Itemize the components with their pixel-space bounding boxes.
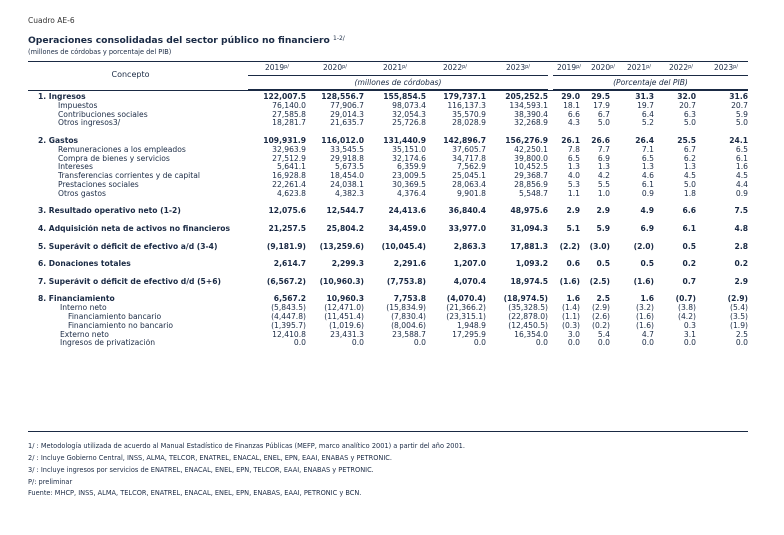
year-header-pct-2020: $2020^{p/}$ xyxy=(591,63,615,72)
cell-abs: (21,366.2) xyxy=(446,303,486,313)
cell-pct: 1.6 xyxy=(640,294,654,304)
cell-pct: 29.5 xyxy=(591,92,610,101)
year-header-pct-2022: $2022^{p/}$ xyxy=(669,63,693,72)
cell-pct: 19.7 xyxy=(637,100,654,110)
table-row xyxy=(28,339,748,348)
cell-abs: 134,593.1 xyxy=(509,100,548,110)
cell-abs: (1,019.6) xyxy=(329,320,364,330)
cell-abs: 36,840.4 xyxy=(448,206,486,216)
cell-abs: (13,259.6) xyxy=(319,241,364,251)
cell-pct: 1.1 xyxy=(567,188,580,198)
cell-abs: 32,963.9 xyxy=(272,144,306,154)
cell-pct: (2.9) xyxy=(727,294,748,304)
cell-pct: 6.5 xyxy=(641,153,654,163)
cell-pct: (4.2) xyxy=(677,311,696,321)
cell-pct: 0.5 xyxy=(682,241,696,251)
cell-pct: 6.7 xyxy=(683,144,696,154)
cell-abs: (35,328.5) xyxy=(508,303,548,313)
cell-abs: 12,075.6 xyxy=(268,206,306,216)
cell-pct: 2.8 xyxy=(734,241,748,251)
cell-abs: 1,207.0 xyxy=(453,259,486,269)
cell-abs: (1,395.7) xyxy=(271,320,306,330)
table-title: Operaciones consolidadas del sector público no financiero $^{1-2/}$ xyxy=(28,35,345,46)
cell-abs: (7,830.4) xyxy=(391,311,426,321)
cell-pct: 6.5 xyxy=(567,153,580,163)
notes-rule xyxy=(28,431,748,432)
cell-abs: 24,038.1 xyxy=(330,179,364,189)
cell-abs: 7,562.9 xyxy=(457,162,486,172)
cell-pct: (1.9) xyxy=(729,320,748,330)
cell-abs: (23,315.1) xyxy=(446,311,486,321)
cell-abs: 23,009.5 xyxy=(392,171,426,181)
row-label: Intereses xyxy=(58,163,93,172)
cell-abs: (5,843.5) xyxy=(271,303,306,313)
cell-pct: 31.3 xyxy=(635,92,654,101)
cell-abs: 22,261.4 xyxy=(272,179,306,189)
cell-pct: 0.0 xyxy=(641,338,654,348)
cell-pct: 6.6 xyxy=(682,206,696,216)
cell-pct: 2.9 xyxy=(566,206,580,216)
cell-pct: 7.7 xyxy=(597,144,610,154)
table-row xyxy=(28,243,748,252)
cell-abs: 18,974.5 xyxy=(510,276,548,286)
cell-pct: 4.4 xyxy=(735,179,748,189)
table-row xyxy=(28,146,748,155)
cell-abs: (11,451.4) xyxy=(324,311,364,321)
cell-abs: 7,753.8 xyxy=(393,294,426,304)
table-row xyxy=(28,278,748,287)
data-table xyxy=(28,93,748,348)
cell-abs: 25,726.8 xyxy=(392,118,426,128)
cell-abs: 2,863.3 xyxy=(453,241,486,251)
cell-pct: (1.6) xyxy=(635,311,654,321)
table-row xyxy=(28,163,748,172)
table-row xyxy=(28,119,748,128)
footnote-3: 3/ : Incluye ingresos por servicios de ENATREL, ENACAL, ENEL, EPN, TELCOR, EAAI, ENABAS y PETRONIC. xyxy=(28,466,374,474)
cell-abs: (7,753.8) xyxy=(386,276,426,286)
cell-abs: (6,567.2) xyxy=(266,276,306,286)
cell-pct: 24.1 xyxy=(729,135,748,145)
table-row xyxy=(28,137,748,146)
row-label: Compra de bienes y servicios xyxy=(58,154,170,163)
cell-pct: 7.1 xyxy=(641,144,654,154)
cell-pct: 31.6 xyxy=(729,92,748,101)
cell-pct: (3.5) xyxy=(729,311,748,321)
cell-pct: 5.3 xyxy=(567,179,580,189)
row-label: Prestaciones sociales xyxy=(58,180,139,189)
cell-pct: 1.3 xyxy=(641,162,654,172)
cell-abs: 4,376.4 xyxy=(397,188,426,198)
cell-abs: 33,545.5 xyxy=(330,144,364,154)
cell-abs: 156,276.9 xyxy=(505,135,548,145)
cell-pct: 4.5 xyxy=(683,171,696,181)
cell-abs: 29,918.8 xyxy=(330,153,364,163)
cell-abs: (12,450.5) xyxy=(508,320,548,330)
cell-pct: 26.4 xyxy=(635,135,654,145)
cell-pct: (2.9) xyxy=(591,303,610,313)
cell-pct: 0.0 xyxy=(567,338,580,348)
cell-abs: 37,605.7 xyxy=(452,144,486,154)
cell-abs: 24,413.6 xyxy=(388,206,426,216)
footnote-1: 1/ : Metodología utilizada de acuerdo al Manual Estadístico de Finanzas Públicas (MEFP, marco analítico 2001) a partir del año 2001. xyxy=(28,442,465,450)
cell-abs: 48,975.6 xyxy=(510,206,548,216)
cell-abs: (18,974.5) xyxy=(503,294,548,304)
cell-abs: 116,012.0 xyxy=(321,135,364,145)
cell-pct: 6.1 xyxy=(735,153,748,163)
cell-pct: 6.6 xyxy=(567,109,580,119)
spacer-row xyxy=(28,287,748,296)
table-row xyxy=(28,155,748,164)
cell-abs: 16,354.0 xyxy=(514,329,548,339)
year-header-pct-2023: $2023^{p/}$ xyxy=(714,63,738,72)
cell-abs: 4,070.4 xyxy=(453,276,486,286)
cell-pct: 0.9 xyxy=(735,188,748,198)
cell-abs: 21,635.7 xyxy=(330,118,364,128)
table-row xyxy=(28,225,748,234)
row-label: 6. Donaciones totales xyxy=(38,260,131,269)
cell-abs: 76,140.0 xyxy=(272,100,306,110)
cell-pct: 5.0 xyxy=(683,179,696,189)
cell-abs: 12,410.8 xyxy=(272,329,306,339)
cell-abs: 128,556.7 xyxy=(321,92,364,101)
cell-abs: 28,063.4 xyxy=(452,179,486,189)
cell-pct: 2.5 xyxy=(735,329,748,339)
table-row xyxy=(28,172,748,181)
cell-pct: (3.8) xyxy=(677,303,696,313)
cell-pct: (1.1) xyxy=(561,311,580,321)
cell-pct: 1.3 xyxy=(597,162,610,172)
cell-pct: 0.0 xyxy=(597,338,610,348)
cell-abs: 32,268.9 xyxy=(514,118,548,128)
cell-pct: 0.3 xyxy=(683,320,696,330)
cell-abs: (15,834.9) xyxy=(386,303,426,313)
table-row xyxy=(28,260,748,269)
cell-abs: 18,454.0 xyxy=(330,171,364,181)
cell-abs: 109,931.9 xyxy=(263,135,306,145)
table-number: Cuadro AE-6 xyxy=(28,16,75,25)
row-label: 5. Superávit o déficit de efectivo a/d (3-4) xyxy=(38,242,218,251)
cell-abs: 1,093.2 xyxy=(515,259,548,269)
cell-abs: 17,295.9 xyxy=(452,329,486,339)
year-header-pct-2021: $2021^{p/}$ xyxy=(627,63,651,72)
cell-abs: 116,137.3 xyxy=(447,100,486,110)
cell-pct: (5.4) xyxy=(729,303,748,313)
row-label: Externo neto xyxy=(60,330,109,339)
unit-label-abs: (millones de córdobas) xyxy=(354,78,442,87)
cell-pct: (2.5) xyxy=(589,276,610,286)
cell-pct: 26.6 xyxy=(591,135,610,145)
cell-abs: 39,800.0 xyxy=(514,153,548,163)
cell-pct: 1.3 xyxy=(683,162,696,172)
row-label: Transferencias corrientes y de capital xyxy=(58,172,201,181)
cell-abs: 2,614.7 xyxy=(273,259,306,269)
table-row xyxy=(28,207,748,216)
cell-pct: 29.0 xyxy=(561,92,580,101)
cell-pct: 3.0 xyxy=(567,329,580,339)
cell-pct: 4.3 xyxy=(567,118,580,128)
cell-abs: 38,390.4 xyxy=(514,109,548,119)
cell-abs: (10,045.4) xyxy=(381,241,426,251)
cell-abs: 23,588.7 xyxy=(392,329,426,339)
cell-abs: 35,151.0 xyxy=(392,144,426,154)
cell-pct: (0.3) xyxy=(561,320,580,330)
cell-abs: 179,737.1 xyxy=(443,92,486,101)
cell-abs: 2,291.6 xyxy=(393,259,426,269)
cell-abs: 34,459.0 xyxy=(388,223,426,233)
cell-pct: 25.5 xyxy=(677,135,696,145)
cell-pct: 5.0 xyxy=(683,118,696,128)
cell-pct: 4.8 xyxy=(734,223,748,233)
cell-abs: 0.0 xyxy=(535,338,548,348)
table-row xyxy=(28,181,748,190)
cell-pct: 0.7 xyxy=(682,276,696,286)
cell-abs: 9,901.8 xyxy=(457,188,486,198)
cell-pct: 0.5 xyxy=(640,259,654,269)
cell-pct: 26.1 xyxy=(561,135,580,145)
year-header-abs-2021: $2021^{p/}$ xyxy=(383,63,407,72)
cell-abs: 4,623.8 xyxy=(277,188,306,198)
year-header-abs-2023: $2023^{p/}$ xyxy=(506,63,530,72)
cell-pct: 7.5 xyxy=(734,206,748,216)
cell-pct: 17.9 xyxy=(593,100,610,110)
cell-pct: (3.2) xyxy=(635,303,654,313)
cell-abs: (8,004.6) xyxy=(391,320,426,330)
cell-abs: 205,252.5 xyxy=(505,92,548,101)
cell-pct: (2.0) xyxy=(633,241,654,251)
cell-abs: 4,382.3 xyxy=(335,188,364,198)
row-label: Otros ingresos3/ xyxy=(58,119,121,128)
cell-pct: 0.2 xyxy=(734,259,748,269)
footnote-2: 2/ : Incluye Gobierno Central, INSS, ALMA, TELCOR, ENATREL, ENACAL, ENEL, EPN, EAAI, ENABAS y PETRONIC. xyxy=(28,454,392,462)
spacer-row xyxy=(28,199,748,208)
cell-abs: 17,881.3 xyxy=(510,241,548,251)
row-label: 3. Resultado operativo neto (1-2) xyxy=(38,207,181,216)
cell-pct: 7.8 xyxy=(567,144,580,154)
table-row xyxy=(28,331,748,340)
cell-abs: 32,174.6 xyxy=(392,153,426,163)
top-rule xyxy=(28,61,748,62)
cell-pct: 20.7 xyxy=(679,100,696,110)
table-row xyxy=(28,190,748,199)
row-label: Financiamiento bancario xyxy=(68,312,162,321)
year-header-pct-2019: $2019^{p/}$ xyxy=(557,63,581,72)
cell-pct: (3.0) xyxy=(589,241,610,251)
cell-pct: 1.6 xyxy=(566,294,580,304)
cell-pct: 2.9 xyxy=(596,206,610,216)
cell-pct: 5.4 xyxy=(597,329,610,339)
cell-pct: (0.2) xyxy=(591,320,610,330)
cell-pct: 4.9 xyxy=(640,206,654,216)
cell-pct: 0.0 xyxy=(735,338,748,348)
row-label: 7. Superávit o déficit de efectivo d/d (5+6) xyxy=(38,277,221,286)
footnote-preliminar: P/: preliminar xyxy=(28,478,73,486)
cell-abs: 31,094.3 xyxy=(510,223,548,233)
cell-pct: 18.1 xyxy=(563,100,580,110)
cell-pct: 2.5 xyxy=(596,294,610,304)
cell-pct: 1.6 xyxy=(735,162,748,172)
cell-pct: (1.4) xyxy=(561,303,580,313)
cell-pct: 6.1 xyxy=(641,179,654,189)
row-label: Remuneraciones a los empleados xyxy=(58,145,186,154)
cell-abs: 16,928.8 xyxy=(272,171,306,181)
header-bottom-rule xyxy=(28,90,748,91)
cell-pct: (0.7) xyxy=(675,294,696,304)
table-row xyxy=(28,322,748,331)
cell-pct: 6.9 xyxy=(640,223,654,233)
cell-abs: 6,359.9 xyxy=(397,162,426,172)
row-label: Interno neto xyxy=(60,304,107,313)
cell-pct: 20.7 xyxy=(731,100,748,110)
cell-abs: 5,673.5 xyxy=(335,162,364,172)
cell-pct: 3.1 xyxy=(683,329,696,339)
cell-abs: 2,299.3 xyxy=(331,259,364,269)
cell-abs: 77,906.7 xyxy=(330,100,364,110)
year-underline-pct xyxy=(553,75,748,76)
cell-abs: 10,960.3 xyxy=(326,294,364,304)
table-subtitle: (millones de córdobas y porcentaje del PIB) xyxy=(28,48,172,56)
cell-abs: 27,512.9 xyxy=(272,153,306,163)
cell-abs: 34,717.8 xyxy=(452,153,486,163)
row-label: Impuestos xyxy=(58,101,98,110)
cell-abs: 23,431.3 xyxy=(330,329,364,339)
cell-abs: (12,471.0) xyxy=(324,303,364,313)
cell-abs: 21,257.5 xyxy=(268,223,306,233)
year-header-abs-2020: $2020^{p/}$ xyxy=(323,63,347,72)
cell-pct: 4.5 xyxy=(735,171,748,181)
cell-pct: (1.6) xyxy=(633,276,654,286)
row-label: 8. Financiamiento xyxy=(38,295,115,304)
cell-abs: 0.0 xyxy=(351,338,364,348)
source-note: Fuente: MHCP, INSS, ALMA, TELCOR, ENATREL, ENACAL, ENEL, EPN, ENABAS, EAAI, PETRONIC y BCN. xyxy=(28,489,362,497)
title-footnote-ref: 1-2/ xyxy=(333,35,345,42)
cell-abs: 142,896.7 xyxy=(443,135,486,145)
cell-abs: 98,073.4 xyxy=(392,100,426,110)
cell-abs: 28,856.9 xyxy=(514,179,548,189)
row-label: Contribuciones sociales xyxy=(58,110,148,119)
cell-pct: 5.0 xyxy=(597,118,610,128)
cell-abs: 30,369.5 xyxy=(392,179,426,189)
cell-pct: 1.8 xyxy=(683,188,696,198)
cell-abs: 25,804.2 xyxy=(326,223,364,233)
unit-label-pct: (Porcentaje del PIB) xyxy=(613,78,688,87)
cell-abs: 12,544.7 xyxy=(326,206,364,216)
cell-pct: 1.0 xyxy=(597,188,610,198)
cell-pct: 2.9 xyxy=(734,276,748,286)
cell-pct: 0.6 xyxy=(566,259,580,269)
cell-pct: 4.2 xyxy=(597,171,610,181)
cell-abs: 0.0 xyxy=(473,338,486,348)
cell-abs: (4,447.8) xyxy=(271,311,306,321)
spacer-row xyxy=(28,216,748,225)
row-label: Ingresos de privatización xyxy=(60,339,156,348)
cell-pct: 32.0 xyxy=(677,92,696,101)
cell-abs: 155,854.5 xyxy=(383,92,426,101)
table-row xyxy=(28,102,748,111)
cell-abs: 122,007.5 xyxy=(263,92,306,101)
cell-abs: 42,250.1 xyxy=(514,144,548,154)
row-label: Otros gastos xyxy=(58,189,106,198)
cell-abs: 29,014.3 xyxy=(330,109,364,119)
row-label: 1. Ingresos xyxy=(38,93,86,101)
cell-pct: 6.7 xyxy=(597,109,610,119)
cell-pct: 4.7 xyxy=(641,329,654,339)
spacer-row xyxy=(28,251,748,260)
cell-pct: 5.2 xyxy=(641,118,654,128)
cell-pct: 6.9 xyxy=(597,153,610,163)
cell-pct: 0.5 xyxy=(596,259,610,269)
cell-pct: 1.3 xyxy=(567,162,580,172)
cell-pct: (2.6) xyxy=(591,311,610,321)
row-label: 4. Adquisición neta de activos no financieros xyxy=(38,224,231,233)
cell-abs: 6,567.2 xyxy=(273,294,306,304)
cell-pct: 5.1 xyxy=(566,223,580,233)
cell-pct: 4.6 xyxy=(641,171,654,181)
cell-abs: 27,585.8 xyxy=(272,109,306,119)
cell-abs: (4,070.4) xyxy=(446,294,486,304)
cell-abs: 33,977.0 xyxy=(448,223,486,233)
table-row xyxy=(28,111,748,120)
cell-abs: 32,054.3 xyxy=(392,109,426,119)
cell-abs: 5,548.7 xyxy=(519,188,548,198)
cell-pct: (2.2) xyxy=(559,241,580,251)
cell-abs: 10,452.5 xyxy=(514,162,548,172)
cell-abs: 28,028.9 xyxy=(452,118,486,128)
cell-abs: 25,045.1 xyxy=(452,171,486,181)
cell-abs: 1,948.9 xyxy=(457,320,486,330)
cell-pct: (1.6) xyxy=(635,320,654,330)
cell-abs: 5,641.1 xyxy=(277,162,306,172)
concepto-header: Concepto xyxy=(111,70,150,79)
cell-pct: 5.9 xyxy=(596,223,610,233)
cell-abs: (22,878.0) xyxy=(508,311,548,321)
year-underline-abs xyxy=(248,75,548,76)
row-label: 2. Gastos xyxy=(38,136,79,145)
cell-abs: 0.0 xyxy=(413,338,426,348)
cell-pct: 4.0 xyxy=(567,171,580,181)
cell-pct: 6.4 xyxy=(641,109,654,119)
cell-pct: 6.3 xyxy=(683,109,696,119)
cell-pct: 6.5 xyxy=(735,144,748,154)
cell-pct: 0.9 xyxy=(641,188,654,198)
cell-pct: 5.9 xyxy=(735,109,748,119)
year-header-abs-2022: $2022^{p/}$ xyxy=(443,63,467,72)
cell-abs: 0.0 xyxy=(293,338,306,348)
cell-pct: 0.0 xyxy=(683,338,696,348)
cell-pct: (1.6) xyxy=(559,276,580,286)
cell-pct: 6.2 xyxy=(683,153,696,163)
cell-pct: 6.1 xyxy=(682,223,696,233)
cell-abs: 131,440.9 xyxy=(383,135,426,145)
cell-abs: 35,570.9 xyxy=(452,109,486,119)
cell-pct: 0.2 xyxy=(682,259,696,269)
cell-abs: 18,281.7 xyxy=(272,118,306,128)
cell-abs: (9,181.9) xyxy=(266,241,306,251)
cell-pct: 5.5 xyxy=(597,179,610,189)
cell-pct: 5.0 xyxy=(735,118,748,128)
year-header-abs-2019: $2019^{p/}$ xyxy=(265,63,289,72)
cell-abs: (10,960.3) xyxy=(319,276,364,286)
row-label: Financiamiento no bancario xyxy=(68,321,174,330)
cell-abs: 29,368.7 xyxy=(514,171,548,181)
